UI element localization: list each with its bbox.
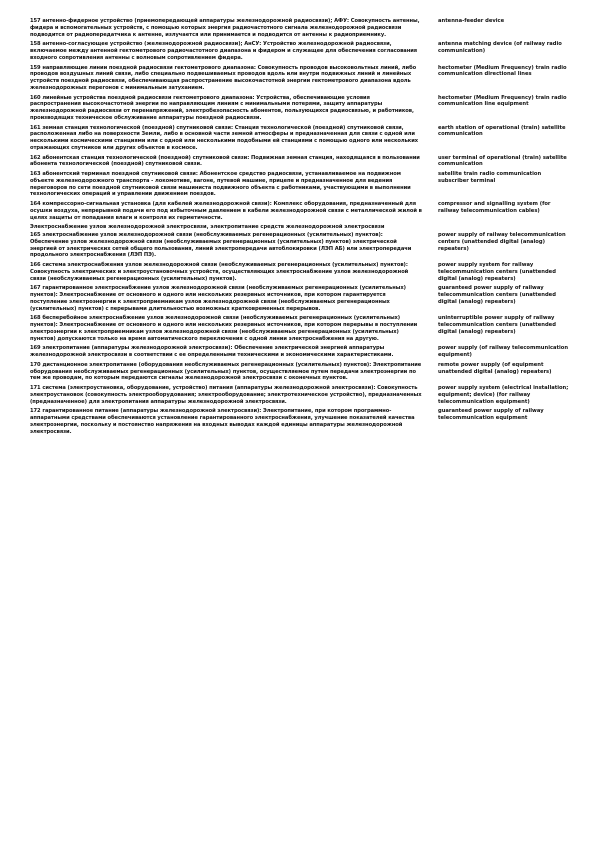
term-translation-en: antenna-feeder device [438, 18, 505, 24]
term-definition-ru: 161 земная станция технологической (поездной) спутниковой связи: Станция технологической (поездной) спутниковой связи, расположенная либо на поверхности Земли, либо в основной части земной атмосферы и предназначенная для связи с одной или несколькими космическими станциями или с одной или несколькими подобными ей станциями с помощью одного или нескольких отражающих спутников или других объектов в космосе. [30, 124, 419, 151]
glossary-entry [30, 408, 570, 435]
term-translation-en: hectometer (Medium Frequency) train radio communication line equipment [438, 94, 567, 108]
glossary-entry [30, 262, 570, 282]
glossary-entry [30, 65, 570, 92]
glossary-entry [30, 125, 570, 152]
term-translation-en: antenna matching device (of railway radio communication) [438, 41, 562, 54]
glossary-entry [30, 232, 570, 259]
term-definition-ru: 159 направляющие линии поездной радиосвязи гектометрового диапазона: Совокупность проводов высоковольтных линий, либо проводов воздушных линий связи, либо специально подвешиваемых проводов вдоль или внутри подвижных линий и линейных устройств поездной радиосвязи, обеспечивающая распространение высокочастотной энергии гектометрового диапазона вдоль железнодорожных перегонов с минимальным затуханием. [30, 64, 417, 91]
term-translation-en: power supply system (electrical installation; equipment; device) (for railway telecommunication equipment) [438, 385, 569, 405]
term-translation-en: user terminal of operational (train) satellite communication [438, 154, 567, 168]
term-translation-en: power supply of railway telecommunication centers (unattended digital (analog) repeaters) [438, 232, 566, 252]
glossary-entry [30, 201, 570, 221]
term-translation-en: guaranteed power supply of railway telecommunication centers (unattended digital (analog) repeaters) [438, 285, 556, 305]
term-definition-ru: 168 бесперебойное электроснабжение узлов железнодорожной связи (необслуживаемых регенерационных (усилительных) пунктов): Электроснабжение от основного и одного или нескольких резервных источников, при котором перерывы в поступлении электроэнергии к электроприемникам узлов железнодорожной связи (необслуживаемых регенерационных (усилительных) пунктов) допускаются только на время автоматического переключения с одной линии электроснабжения на другую. [30, 315, 418, 342]
glossary-entry [30, 41, 570, 61]
term-translation-en: remote power supply (of equipment unattended digital (analog) repeaters) [438, 361, 552, 375]
entry-list-b [30, 232, 570, 435]
term-definition-ru: 171 система (электроустановка, оборудование, устройство) питания (аппаратуры железнодорожной электросвязи): Совокупность электроустановок (совокупность электрооборудования; электрооборудование; электротехническое устройство), предназначенных (предназначенное) для электропитания аппаратуры железнодорожной электросвязи. [30, 385, 422, 405]
term-translation-en: power supply (of railway telecommunication equipment) [438, 345, 569, 359]
term-definition-ru: 157 антенно-фидерное устройство (приемопередающей аппаратуры железнодорожной радиосвязи); АФУ: Совокупность антенны, фидера и вспомогательных устройств, с помощью которых энергия радиочастотного сигнала железнодорожной радиосвязи подводится от радиопередатчика к антенне, излучается или принимается и подводится от антенны к радиоприемнику. [30, 18, 420, 38]
glossary-entry [30, 385, 570, 405]
term-translation-en: uninterruptible power supply of railway telecommunication centers (unattended digital (analog) repeaters) [438, 315, 556, 335]
term-definition-ru: 170 дистанционное электропитание (оборудования необслуживаемых регенерационных (усилительных) пунктов): Электропитание оборудования необслуживаемых регенерационных (усилительных) пунктов, осуществляемое путем передачи электроэнергии по тем же проводам, по которым передаются сигналы железнодорожной электросвязи с оконечных пунктов. [30, 361, 422, 382]
glossary-entry [30, 285, 570, 312]
term-definition-ru: 169 электропитание (аппаратуры железнодорожной электросвязи): Обеспечение электрической энергией аппаратуры железнодорожной электросвязи в соответствии с ее определенными техническими и экономическими характеристиками. [30, 345, 394, 359]
glossary-page [30, 18, 570, 438]
entry-list-a [30, 18, 570, 221]
glossary-entry [30, 18, 570, 38]
term-definition-ru: 172 гарантированное питание (аппаратуры железнодорожной электросвязи): Электропитание, при котором программно-аппаратными средствами обеспечиваются установление гарантированного электроснабжения, улучшение показателей качества электроэнергии, поскольку и постоянство напряжения на входных выводах каждой единицы аппаратуры железнодорожной электросвязи. [30, 408, 415, 435]
term-translation-en: earth station of operational (train) satellite communication [438, 124, 566, 138]
glossary-entry [30, 171, 570, 198]
term-translation-en: power supply system for railway telecommunication centers (unattended digital (analog) repeaters) [438, 262, 556, 282]
glossary-entry [30, 345, 570, 359]
term-definition-ru: 165 электроснабжение узлов железнодорожной связи (необслуживаемых регенерационных (усилительных) пунктов): Обеспечение узлов железнодорожной связи (необслуживаемых регенерационных (усилительных) пунктов) электрической энергией от электрических сетей общего пользования, линий электропередачи автоблокировки (ЛЭП АБ) или электропередачи продольного электроснабжения (ЛЭП ПЭ). [30, 232, 412, 259]
term-translation-en: hectometer (Medium Frequency) train radio communication directional lines [438, 64, 567, 78]
term-definition-ru: 164 компрессорно-сигнальная установка (для кабелей железнодорожной связи): Комплекс оборудования, предназначенный для осушки воздуха, непрерывной подачи его под избыточным давлением в кабели железнодорожной связи с металлической жилой в целях защиты от попадания влаги и контроля их герметичности. [30, 201, 422, 221]
glossary-entry [30, 315, 570, 342]
glossary-entry [30, 95, 570, 122]
term-definition-ru: 160 линейные устройства поездной радиосвязи гектометрового диапазона: Устройства, обеспечивающие условия распространения высокочастотной энергии по направляющим линиям с минимальными потерями, защиту аппаратуры железнодорожной радиосвязи от перенапряжений, электробезопасность абонентов, пользующихся радиосвязью, и работников, производящих техническое обслуживание аппаратуры поездной радиосвязи. [30, 94, 414, 121]
glossary-entry [30, 155, 570, 169]
term-translation-en: compressor and signalling system (for railway telecommunication cables) [438, 201, 551, 214]
term-translation-en: guaranteed power supply of railway telecommunication equipment [438, 408, 544, 422]
term-definition-ru: 166 система электроснабжения узлов железнодорожной связи (необслуживаемых регенерационных (усилительных) пунктов): Совокупность электрических и электроустановочных устройств, осуществляющих электроснабжение узлов железнодорожной связи (необслуживаемых регенерационных (усилительных) пунктов). [30, 262, 409, 282]
term-definition-ru: 162 абонентская станция технологической (поездной) спутниковой связи: Подвижная земная станция, находящаяся в пользовании абонента технологической (поездной) спутниковой связи. [30, 154, 420, 168]
term-definition-ru: 167 гарантированное электроснабжение узлов железнодорожной связи (необслуживаемых регенерационных (усилительных) пунктов): Электроснабжение от основного и одного или нескольких резервных источников, при котором гарантируется поступление электроэнергии к электроприемникам узлов железнодорожной связи (необслуживаемых регенерационных (усилительных) пунктов) с перерывами длительностью возможных кратковременных перерывов. [30, 285, 406, 312]
term-definition-ru: 163 абонентский терминал поездной спутниковой связи: Абонентское средство радиосвязи, устанавливаемое на подвижном объекте железнодорожного транспорта - локомотиве, вагоне, путевой машине, прицепе и предназначенное для ведения переговоров по сети поездной спутниковой связи машиниста подвижного объекта с работниками, участвующими в выполнении технологических операций и управлении движением поездов. [30, 171, 411, 198]
term-translation-en: satellite train radio communication subscriber terminal [438, 171, 542, 184]
term-definition-ru: 158 антенно-согласующее устройство (железнодорожной радиосвязи); АнСУ: Устройство железнодорожной радиосвязи, включаемое между антенной гектометрового радиочастотного диапазона и фидером и служащее для обеспечения согласования входного сопротивления антенны с волновым сопротивлением фидера. [30, 41, 418, 61]
section-heading: Электроснабжение узлов железнодорожной электросвязи, электропитание средств железнодорожной электросвязи [30, 224, 385, 231]
glossary-entry [30, 362, 570, 382]
